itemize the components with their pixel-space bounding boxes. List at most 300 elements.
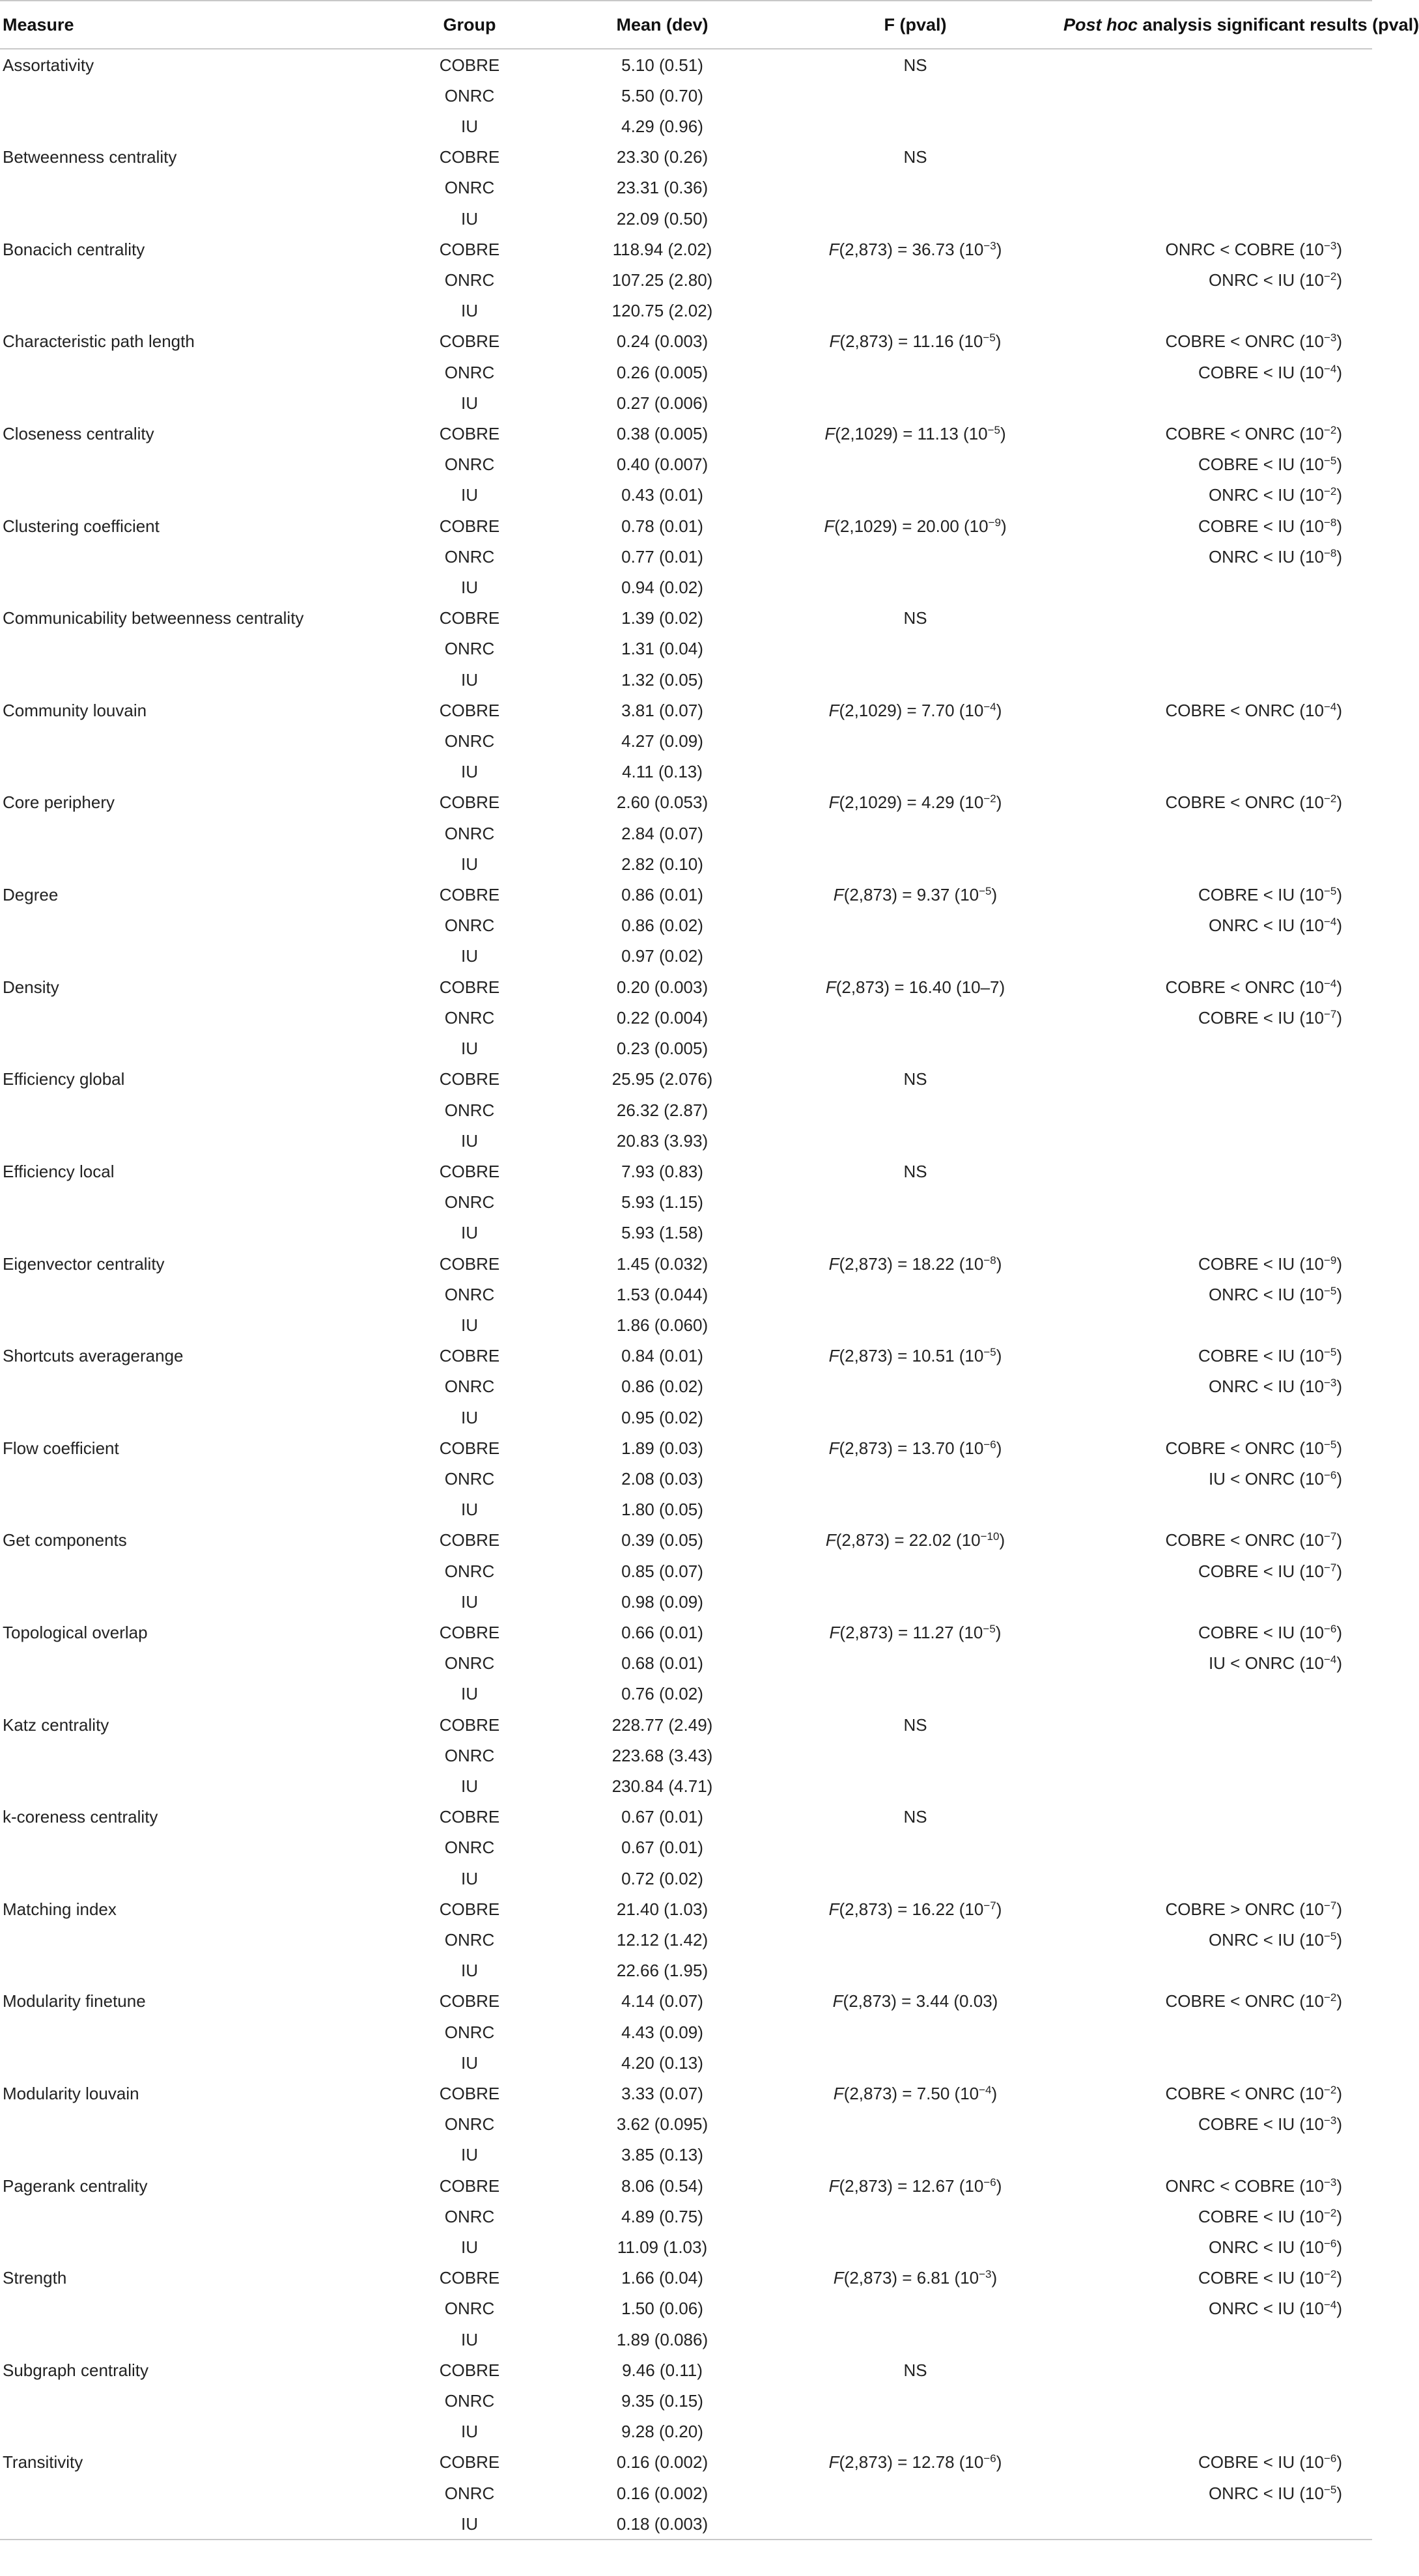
mean-cell: 23.31 (0.36) (616, 178, 709, 198)
posthoc-exponent: −5 (1323, 2483, 1337, 2496)
f-stat: = 20.00 (10 (897, 516, 989, 536)
table-row (0, 2385, 1372, 2416)
posthoc-exponent: −5 (1323, 455, 1337, 468)
table-row (0, 1924, 1372, 1955)
f-pval-cell (767, 818, 1063, 848)
measure-cell: Katz centrality (3, 1715, 109, 1735)
posthoc-cell (1063, 1525, 1372, 1556)
posthoc-text: ONRC < IU (10 (1208, 546, 1324, 567)
posthoc-exponent: −3 (1323, 331, 1337, 344)
posthoc-exponent: −6 (1323, 2237, 1337, 2250)
posthoc-cell (1063, 449, 1372, 480)
table-row (0, 1709, 1372, 1740)
f-ns-text: NS (903, 2360, 927, 2380)
table-row (0, 1064, 1372, 1095)
group-cell: IU (461, 393, 478, 413)
table-row (0, 387, 1372, 418)
group-cell: IU (461, 2422, 478, 2442)
mean-cell: 0.23 (0.005) (616, 1039, 709, 1059)
table-row (0, 2109, 1372, 2140)
posthoc-cell (1063, 2416, 1372, 2447)
table-header (0, 1, 1419, 49)
f-df: (2,1029) (839, 700, 903, 720)
group-cell: ONRC (444, 2114, 495, 2135)
posthoc-text: COBRE < IU (10 (1198, 2114, 1324, 2135)
mean-cell: 0.38 (0.005) (616, 424, 709, 444)
table-row (0, 2047, 1372, 2078)
mean-cell: 0.40 (0.007) (616, 455, 709, 475)
group-cell: COBRE (439, 1530, 500, 1550)
posthoc-cell (1063, 2263, 1372, 2293)
table-row (0, 2355, 1372, 2385)
f-stat: = 13.70 (10 (892, 1438, 984, 1458)
table-row (0, 787, 1372, 818)
group-cell: COBRE (439, 885, 500, 905)
measure-cell (0, 725, 382, 756)
f-stat: = 10.51 (10 (892, 1346, 984, 1366)
f-pval-cell (767, 49, 1063, 80)
group-cell: IU (461, 1684, 478, 1704)
f-stat: = 6.81 (10 (897, 2268, 979, 2288)
posthoc-cell (1063, 1494, 1372, 1525)
measure-cell (0, 941, 382, 972)
mean-cell: 0.16 (0.002) (616, 2452, 709, 2472)
measure-cell (0, 1402, 382, 1433)
posthoc-exponent: −6 (1323, 1622, 1337, 1635)
measure-cell (0, 2293, 382, 2324)
group-cell: COBRE (439, 2360, 500, 2380)
group-cell: IU (461, 485, 478, 505)
table-row (0, 1648, 1372, 1679)
f-stat: = 4.29 (10 (902, 792, 984, 813)
f-df: (2,873) (843, 885, 898, 905)
posthoc-tail: ) (1336, 485, 1342, 505)
measure-cell (0, 2109, 382, 2140)
posthoc-cell (1063, 296, 1372, 326)
posthoc-exponent: −6 (1323, 2452, 1337, 2465)
mean-cell: 0.68 (0.01) (621, 1653, 703, 1673)
group-cell: IU (461, 1591, 478, 1612)
f-pval-cell (767, 1341, 1063, 1371)
f-pval-cell (767, 1433, 1063, 1463)
posthoc-cell (1063, 203, 1372, 234)
mean-cell: 4.43 (0.09) (621, 2022, 703, 2042)
group-cell: IU (461, 1961, 478, 1981)
measure-cell (0, 1463, 382, 1494)
measure-cell: Community louvain (3, 700, 147, 720)
posthoc-cell (1063, 1617, 1372, 1647)
f-tail: ) (995, 331, 1002, 352)
f-tail: ) (1000, 516, 1007, 536)
measure-cell (0, 818, 382, 848)
table-row (0, 1525, 1372, 1556)
mean-cell: 3.62 (0.095) (616, 2114, 709, 2135)
table-row (0, 972, 1372, 1002)
posthoc-exponent: −6 (1323, 1468, 1337, 1481)
posthoc-cell (1063, 541, 1372, 572)
f-pval-cell (767, 480, 1063, 511)
f-pval-cell (767, 603, 1063, 634)
f-symbol: F (828, 239, 839, 259)
posthoc-text: COBRE < IU (10 (1198, 885, 1324, 905)
posthoc-cell (1063, 1095, 1372, 1125)
table-row (0, 1125, 1372, 1156)
posthoc-cell (1063, 941, 1372, 972)
f-exponent: −7 (983, 1899, 996, 1912)
group-cell: IU (461, 578, 478, 598)
posthoc-cell (1063, 1802, 1372, 1832)
measure-cell (0, 1955, 382, 1986)
f-df: (2,1029) (835, 424, 899, 444)
table-row (0, 234, 1372, 264)
mean-cell: 0.20 (0.003) (616, 977, 709, 997)
f-pval-cell (767, 1156, 1063, 1186)
measure-cell (0, 2478, 382, 2508)
f-pval-cell (767, 2447, 1063, 2478)
group-cell: COBRE (439, 1807, 500, 1827)
posthoc-exponent: −2 (1323, 2268, 1337, 2281)
table-row (0, 1433, 1372, 1463)
f-pval-cell (767, 879, 1063, 910)
f-pval-cell (767, 1586, 1063, 1617)
f-pval-cell (767, 2170, 1063, 2201)
f-exponent: −6 (983, 2452, 996, 2465)
posthoc-exponent: −5 (1323, 1929, 1337, 1942)
f-pval-cell (767, 387, 1063, 418)
measure-cell (0, 1863, 382, 1894)
posthoc-tail: ) (1336, 1468, 1342, 1489)
table-row (0, 1494, 1372, 1525)
posthoc-cell (1063, 1187, 1372, 1218)
posthoc-tail: ) (1336, 516, 1342, 536)
mean-cell: 107.25 (2.80) (611, 270, 713, 290)
group-cell: COBRE (439, 977, 500, 997)
f-pval-cell (767, 2355, 1063, 2385)
group-cell: ONRC (444, 2391, 495, 2411)
mean-cell: 1.53 (0.044) (616, 1284, 709, 1304)
posthoc-text: COBRE < ONRC (10 (1165, 792, 1324, 813)
table-row (0, 1371, 1372, 1402)
f-df: (2,1029) (839, 792, 903, 813)
mean-cell: 4.89 (0.75) (621, 2206, 703, 2226)
posthoc-cell (1063, 1586, 1372, 1617)
group-cell: IU (461, 1776, 478, 1796)
f-df: (2,873) (839, 239, 893, 259)
mean-cell: 0.86 (0.01) (621, 885, 703, 905)
table-row (0, 449, 1372, 480)
mean-cell: 0.78 (0.01) (621, 516, 703, 536)
table-row (0, 480, 1372, 511)
mean-cell: 0.94 (0.02) (621, 578, 703, 598)
f-pval-cell (767, 80, 1063, 111)
table-row (0, 1556, 1372, 1586)
posthoc-exponent: −3 (1323, 239, 1337, 252)
f-symbol: F (833, 885, 844, 905)
measure-cell (0, 1218, 382, 1248)
mean-cell: 0.66 (0.01) (621, 1622, 703, 1642)
posthoc-text: COBRE < IU (10 (1198, 2452, 1324, 2472)
group-cell: ONRC (444, 1653, 495, 1673)
f-pval-cell (767, 2293, 1063, 2324)
table-row (0, 264, 1372, 295)
group-cell: ONRC (444, 1007, 495, 1028)
group-cell: COBRE (439, 1899, 500, 1919)
posthoc-exponent: −2 (1323, 270, 1337, 283)
table-row (0, 111, 1372, 141)
f-pval-cell (767, 1494, 1063, 1525)
f-stat: = 9.37 (10 (897, 885, 979, 905)
mean-cell: 0.43 (0.01) (621, 485, 703, 505)
f-symbol: F (828, 1438, 839, 1458)
posthoc-exponent: −7 (1323, 1530, 1337, 1543)
f-exponent: −5 (987, 424, 1001, 437)
group-cell: IU (461, 2052, 478, 2073)
f-df: (2,873) (843, 1991, 897, 2011)
measure-cell (0, 203, 382, 234)
mean-cell: 3.85 (0.13) (621, 2145, 703, 2165)
measure-cell (0, 572, 382, 602)
group-cell: ONRC (444, 1745, 495, 1765)
table-row (0, 1187, 1372, 1218)
mean-cell: 5.93 (1.15) (621, 1192, 703, 1212)
posthoc-cell (1063, 326, 1372, 357)
posthoc-cell (1063, 2355, 1372, 2385)
f-df: (2,873) (843, 2084, 898, 2103)
f-tail: ) (996, 2176, 1002, 2196)
f-pval-cell (767, 941, 1063, 972)
posthoc-exponent: −9 (1323, 1253, 1337, 1267)
group-cell: COBRE (439, 700, 500, 720)
group-cell: COBRE (439, 1253, 500, 1274)
mean-cell: 23.30 (0.26) (616, 147, 709, 167)
measure-cell (0, 1095, 382, 1125)
f-pval-cell (767, 1648, 1063, 1679)
group-cell: IU (461, 669, 478, 690)
group-cell: ONRC (444, 2206, 495, 2226)
measure-cell: k-coreness centrality (3, 1807, 158, 1827)
f-exponent: −5 (983, 1622, 996, 1635)
mean-cell: 21.40 (1.03) (616, 1899, 709, 1919)
f-exponent: −6 (983, 1438, 996, 1451)
f-tail: ) (999, 1530, 1005, 1550)
posthoc-tail: ) (1336, 331, 1342, 352)
posthoc-text: COBRE < IU (10 (1198, 516, 1324, 536)
group-cell: COBRE (439, 2268, 500, 2288)
posthoc-cell (1063, 2047, 1372, 2078)
group-cell: ONRC (444, 731, 495, 751)
posthoc-exponent: −4 (1323, 700, 1337, 713)
measure-cell: Characteristic path length (3, 331, 195, 352)
measure-cell (0, 757, 382, 787)
f-ns-text: NS (903, 1807, 927, 1827)
posthoc-text: COBRE < IU (10 (1198, 1561, 1324, 1581)
group-cell: COBRE (439, 1069, 500, 1089)
f-df: (2,873) (839, 1438, 893, 1458)
group-cell: IU (461, 1130, 478, 1151)
posthoc-cell (1063, 1248, 1372, 1279)
posthoc-tail: ) (1336, 700, 1342, 720)
f-stat: = 18.22 (10 (892, 1253, 984, 1274)
posthoc-tail: ) (1336, 1377, 1342, 1397)
mean-cell: 4.11 (0.13) (622, 762, 703, 782)
posthoc-tail: ) (1336, 916, 1342, 936)
f-tail: ) (996, 239, 1002, 259)
mean-cell: 4.27 (0.09) (621, 731, 703, 751)
table-row (0, 2447, 1372, 2478)
mean-cell: 1.45 (0.032) (616, 1253, 709, 1274)
posthoc-cell (1063, 234, 1372, 264)
posthoc-cell (1063, 480, 1372, 511)
measure-cell: Betweenness centrality (3, 147, 177, 167)
group-cell: COBRE (439, 1622, 500, 1642)
f-pval-cell (767, 1463, 1063, 1494)
mean-cell: 1.89 (0.086) (616, 2329, 709, 2349)
mean-cell: 11.09 (1.03) (617, 2237, 708, 2258)
posthoc-text: ONRC < IU (10 (1208, 2237, 1324, 2258)
posthoc-tail: ) (1336, 1284, 1342, 1304)
posthoc-exponent: −8 (1323, 546, 1337, 559)
measure-cell (0, 449, 382, 480)
table-row (0, 142, 1372, 173)
table-row (0, 511, 1372, 541)
mean-cell: 5.10 (0.51) (621, 55, 703, 75)
group-cell: COBRE (439, 1715, 500, 1735)
f-tail: ) (996, 1899, 1002, 1919)
posthoc-cell (1063, 972, 1372, 1002)
f-stat: = 12.67 (10 (892, 2176, 984, 2196)
posthoc-exponent: −5 (1323, 885, 1337, 898)
measure-cell (0, 1371, 382, 1402)
mean-cell: 0.26 (0.005) (616, 362, 709, 382)
f-symbol: F (824, 424, 836, 444)
f-pval-cell (767, 326, 1063, 357)
f-tail: ) (996, 1253, 1002, 1274)
mean-cell: 0.18 (0.003) (557, 2508, 767, 2540)
measure-cell: Eigenvector centrality (3, 1253, 165, 1274)
f-stat: = 11.27 (10 (893, 1622, 983, 1642)
f-df: (2,873) (839, 1346, 893, 1366)
f-symbol: F (828, 1899, 839, 1919)
posthoc-tail: ) (1336, 455, 1342, 475)
table-row (0, 2078, 1372, 2108)
f-pval-cell (767, 2140, 1063, 2170)
f-pval-cell (767, 1402, 1063, 1433)
measure-cell: Shortcuts averagerange (3, 1346, 184, 1366)
measure-cell: Subgraph centrality (3, 2360, 149, 2380)
table-row (0, 725, 1372, 756)
f-pval-cell (767, 787, 1063, 818)
posthoc-cell (1063, 1279, 1372, 1309)
f-symbol: F (829, 331, 840, 352)
header-posthoc (1063, 1, 1419, 49)
f-stat: = 12.78 (10 (892, 2452, 984, 2472)
posthoc-text: COBRE < IU (10 (1198, 362, 1324, 382)
mean-cell: 8.06 (0.54) (621, 2176, 703, 2196)
mean-cell: 12.12 (1.42) (616, 1929, 709, 1950)
f-pval-cell (767, 357, 1063, 387)
posthoc-text: ONRC < IU (10 (1208, 270, 1324, 290)
f-tail: ) (996, 792, 1002, 813)
measure-cell (0, 2140, 382, 2170)
f-exponent: −10 (980, 1530, 1000, 1543)
table-row (0, 1248, 1372, 1279)
group-cell: COBRE (439, 147, 500, 167)
f-pval-cell (767, 173, 1063, 203)
mean-cell: 0.84 (0.01) (621, 1346, 703, 1366)
table-row (0, 1218, 1372, 1248)
posthoc-tail: ) (1336, 2237, 1342, 2258)
f-pval-cell (767, 2324, 1063, 2355)
group-cell: ONRC (444, 1838, 495, 1858)
f-df: (2,873) (839, 2176, 893, 2196)
posthoc-cell (1063, 1433, 1372, 1463)
group-cell: ONRC (444, 2483, 495, 2503)
posthoc-exponent: −4 (1323, 1653, 1337, 1666)
measure-cell (0, 387, 382, 418)
table-row (0, 80, 1372, 111)
measure-cell (0, 1648, 382, 1679)
group-cell: COBRE (439, 516, 500, 536)
posthoc-cell (1063, 511, 1372, 541)
posthoc-tail: ) (1336, 1653, 1342, 1673)
mean-cell: 1.80 (0.05) (621, 1500, 703, 1520)
f-stat: = 11.16 (10 (893, 331, 983, 352)
measure-cell (0, 2047, 382, 2078)
f-symbol: F (828, 1346, 839, 1366)
f-pval-cell (767, 1924, 1063, 1955)
group-cell: IU (461, 2329, 478, 2349)
posthoc-cell (1063, 757, 1372, 787)
group-cell: ONRC (444, 1192, 495, 1212)
posthoc-text: COBRE < IU (10 (1198, 1253, 1324, 1274)
measure-cell (0, 480, 382, 511)
mean-cell: 7.93 (0.83) (621, 1161, 703, 1181)
posthoc-cell (1063, 2140, 1372, 2170)
f-pval-cell (767, 1309, 1063, 1340)
posthoc-tail: ) (1336, 977, 1342, 997)
mean-cell: 0.86 (0.02) (621, 1377, 703, 1397)
f-tail: ) (1000, 424, 1006, 444)
posthoc-cell (1063, 2508, 1372, 2540)
posthoc-cell (1063, 848, 1372, 879)
header-measure: Measure (0, 1, 382, 49)
f-ns-text: NS (903, 147, 927, 167)
posthoc-cell (1063, 1341, 1372, 1371)
f-stat: = 16.40 (10–7) (890, 977, 1005, 997)
table-row (0, 664, 1372, 695)
table-row (0, 2263, 1372, 2293)
f-pval-cell (767, 2263, 1063, 2293)
f-stat: = 36.73 (10 (892, 239, 984, 259)
posthoc-text: IU < ONRC (10 (1208, 1653, 1324, 1673)
group-cell: IU (461, 1868, 478, 1888)
posthoc-cell (1063, 2447, 1372, 2478)
mean-cell: 9.28 (0.20) (621, 2422, 703, 2442)
f-tail: ) (996, 1346, 1002, 1366)
posthoc-tail: ) (1336, 2483, 1342, 2503)
posthoc-cell (1063, 572, 1372, 602)
mean-cell: 223.68 (3.43) (611, 1745, 713, 1765)
f-pval-cell (767, 1709, 1063, 1740)
f-df: (2,873) (839, 331, 893, 352)
measure-cell (0, 1279, 382, 1309)
measure-cell (0, 111, 382, 141)
f-pval-cell (767, 1617, 1063, 1647)
posthoc-cell (1063, 1463, 1372, 1494)
posthoc-text: ONRC < IU (10 (1208, 1284, 1324, 1304)
mean-cell: 2.08 (0.03) (621, 1468, 703, 1489)
table-row (0, 418, 1372, 449)
